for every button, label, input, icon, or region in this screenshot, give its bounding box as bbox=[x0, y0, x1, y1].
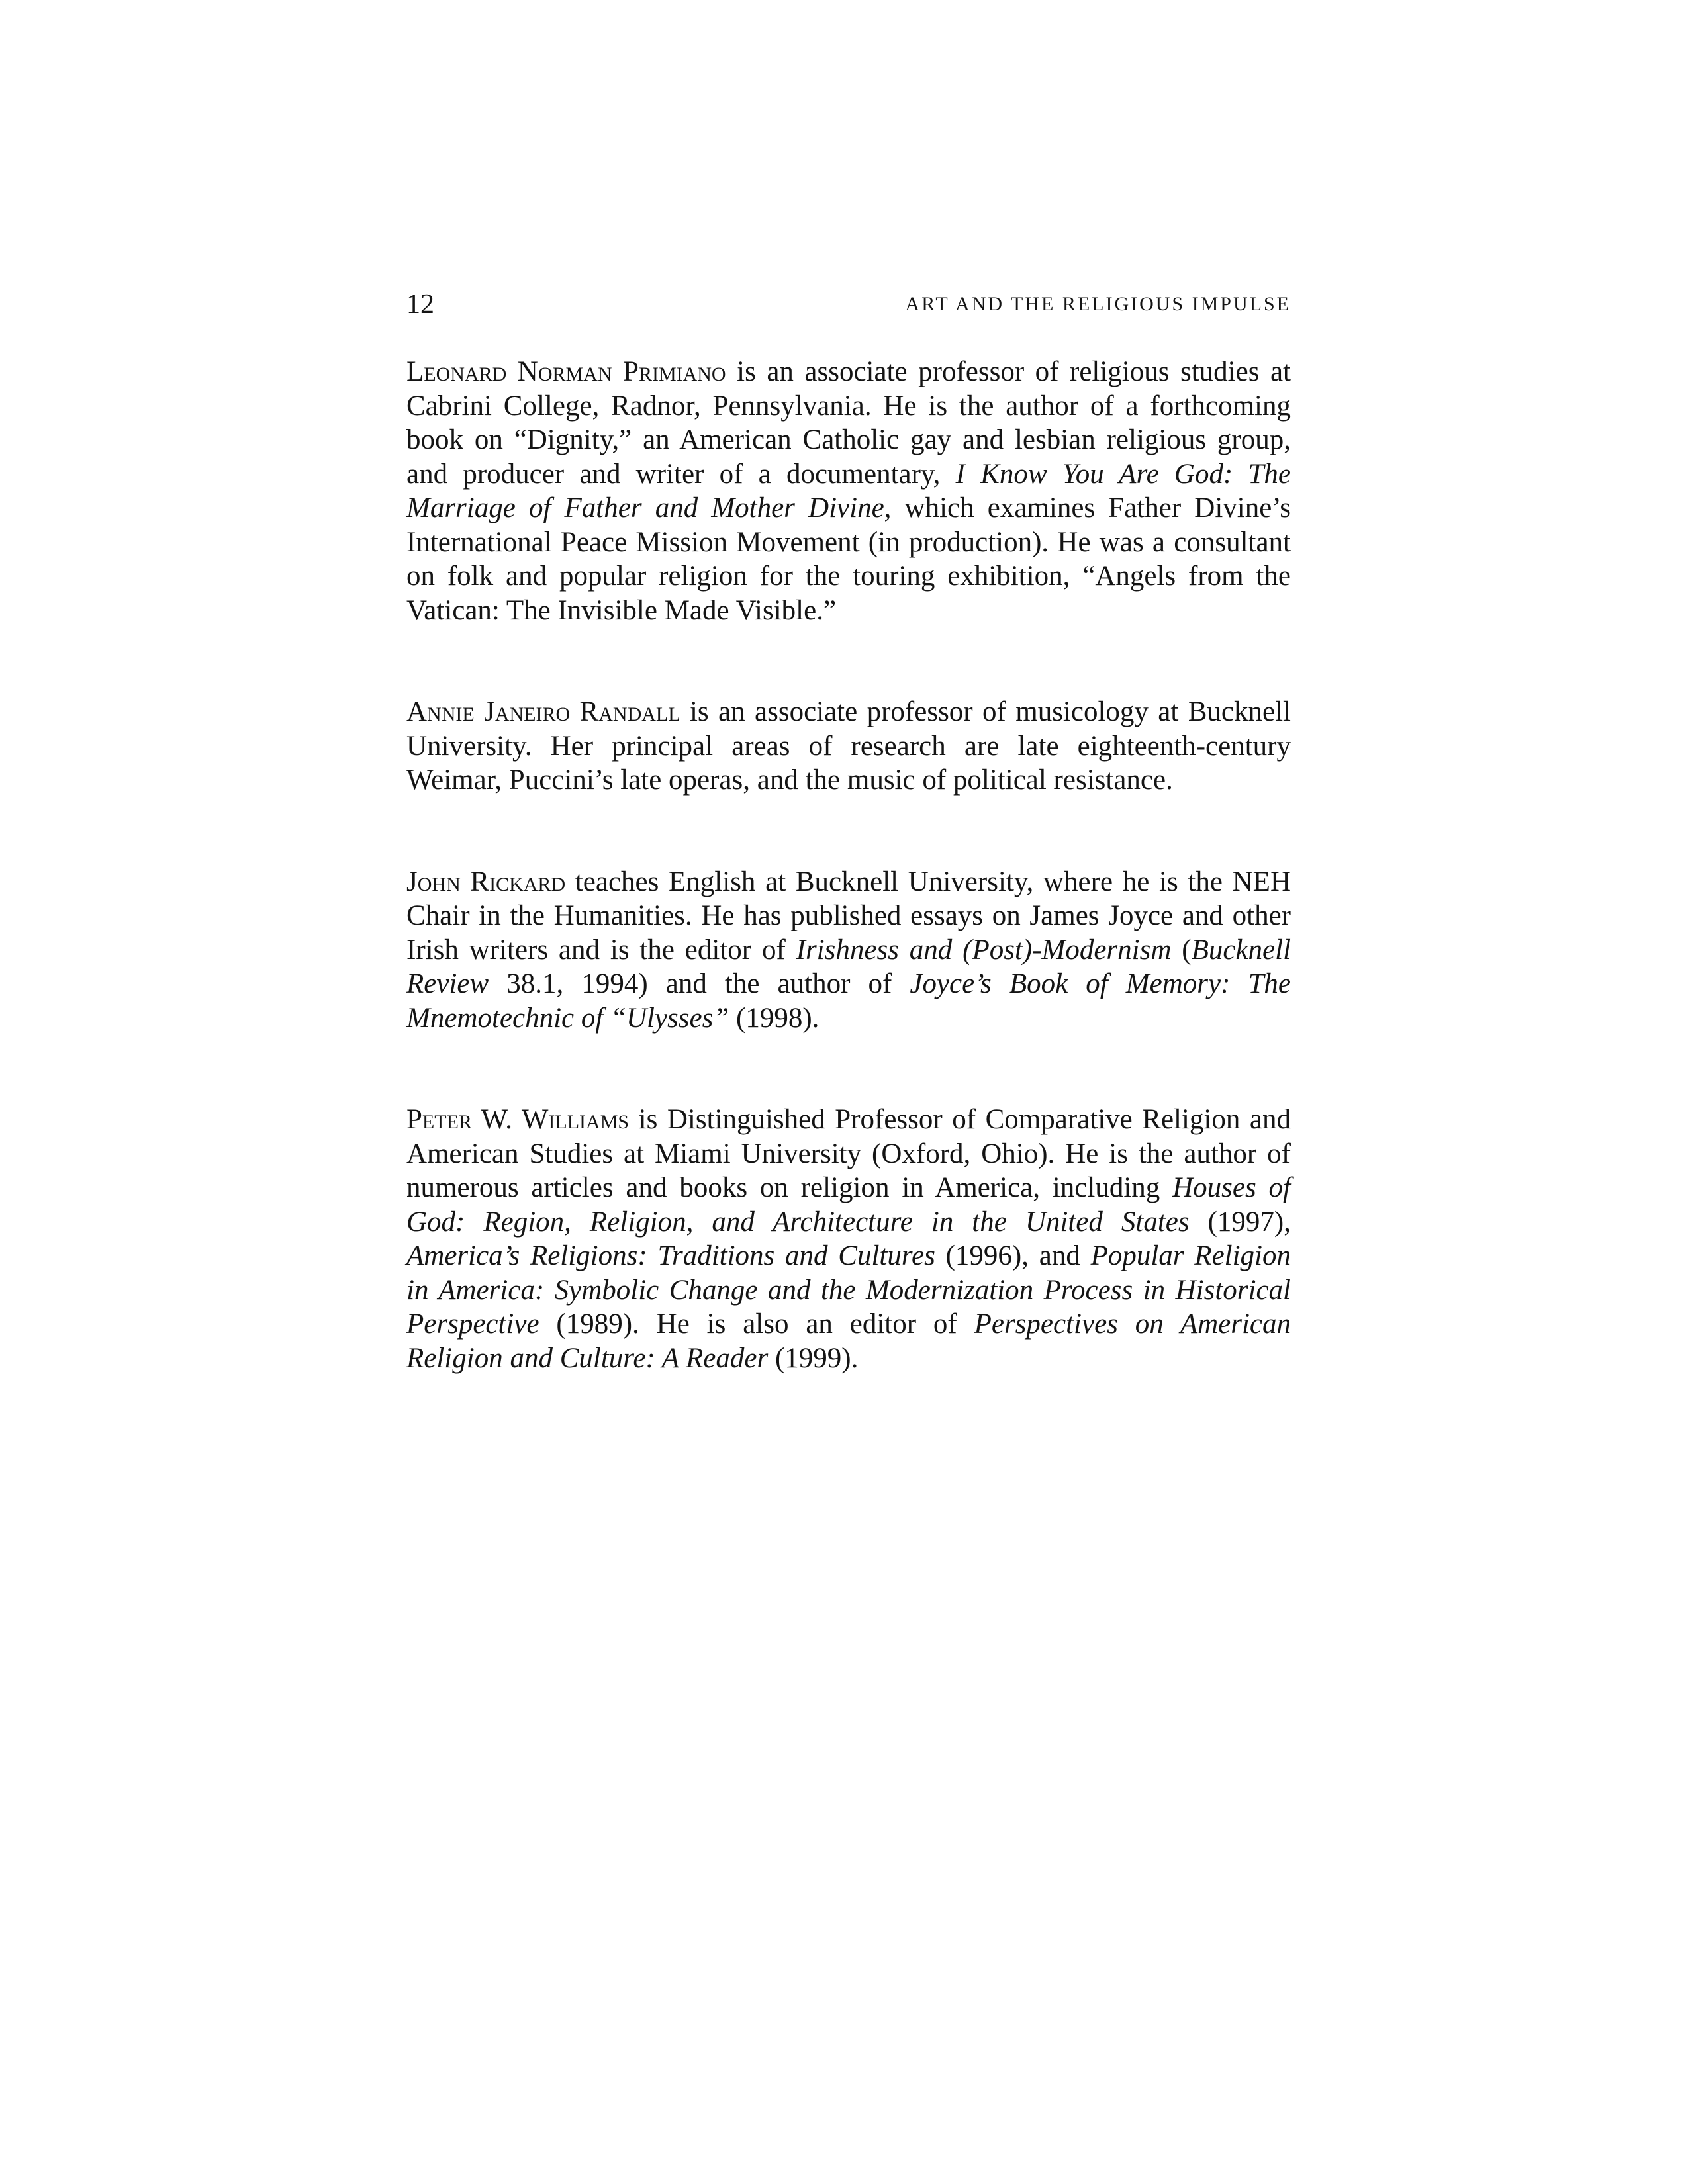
contributor-bio bbox=[406, 1103, 1291, 1375]
contributor-name: Annie Janeiro Randall bbox=[406, 696, 680, 727]
bio-text: (1989). He is also an editor of bbox=[539, 1308, 974, 1340]
contributor-name: Peter W. Williams bbox=[406, 1104, 630, 1135]
contributor-bio bbox=[406, 355, 1291, 627]
running-head: ART AND THE RELIGIOUS IMPULSE bbox=[905, 293, 1291, 315]
bio-text: is an associate professor of musicology at Bucknell University. Her principal areas of research are late eighteenth-century Weimar, Puccini’s late operas, and the music of political resistance. bbox=[406, 696, 1291, 796]
italic-title: Joyce’s Book of Memory: The Mnemotechnic of “Ulysses” bbox=[406, 968, 1291, 1034]
bio-text: 38.1, 1994) and the author of bbox=[489, 968, 910, 999]
bio-text: is Distinguished Professor of Comparative Religion and American Studies at Miami University (Oxford, Ohio). He is the author of numerous articles and books on religion in America, including bbox=[406, 1104, 1291, 1203]
bio-text: (1996), and bbox=[935, 1240, 1091, 1271]
bio-text: which examines Father Divine’s International Peace Mission Movement (in production). He was a consultant on folk and popular religion for the touring exhibition, “Angels from the Vatican: The Invisible Made Visible.” bbox=[406, 492, 1291, 626]
italic-title: America’s Religions: Traditions and Cultures bbox=[406, 1240, 935, 1271]
bio-text: (1997), bbox=[1189, 1206, 1291, 1238]
contributor-bio bbox=[406, 695, 1291, 797]
contributor-bios bbox=[406, 355, 1291, 1443]
italic-title: Houses of God: Region, Religion, and Architecture in the United States bbox=[406, 1172, 1291, 1238]
italic-title: Irishness and (Post)-Modernism bbox=[796, 934, 1172, 966]
italic-title: I Know You Are God: The Marriage of Father and Mother Divine, bbox=[406, 458, 1291, 523]
bio-text: is an associate professor of religious studies at Cabrini College, Radnor, Pennsylvania. He is the author of a forthcoming book on “Dignity,” an American Catholic gay and lesbian religious group, and producer and writer of a documentary, bbox=[406, 356, 1291, 490]
bio-text: (1999). bbox=[768, 1342, 859, 1374]
bio-text: (1998). bbox=[729, 1002, 820, 1034]
page-number: 12 bbox=[406, 289, 434, 320]
bio-text: teaches English at Bucknell University, where he is the NEH Chair in the Humanities. He has published essays on James Joyce and other Irish writers and is the editor of bbox=[406, 866, 1291, 966]
bio-text: ( bbox=[1171, 934, 1192, 966]
italic-title: Popular Religion in America: Symbolic Change and the Modernization Process in Historical Perspective bbox=[406, 1240, 1291, 1340]
italic-title: Perspectives on American Religion and Culture: A Reader bbox=[406, 1308, 1291, 1374]
contributor-name: John Rickard bbox=[406, 866, 566, 897]
italic-title: Bucknell Review bbox=[406, 934, 1291, 999]
contributor-name: Leonard Norman Primiano bbox=[406, 356, 726, 387]
contributor-bio bbox=[406, 865, 1291, 1036]
